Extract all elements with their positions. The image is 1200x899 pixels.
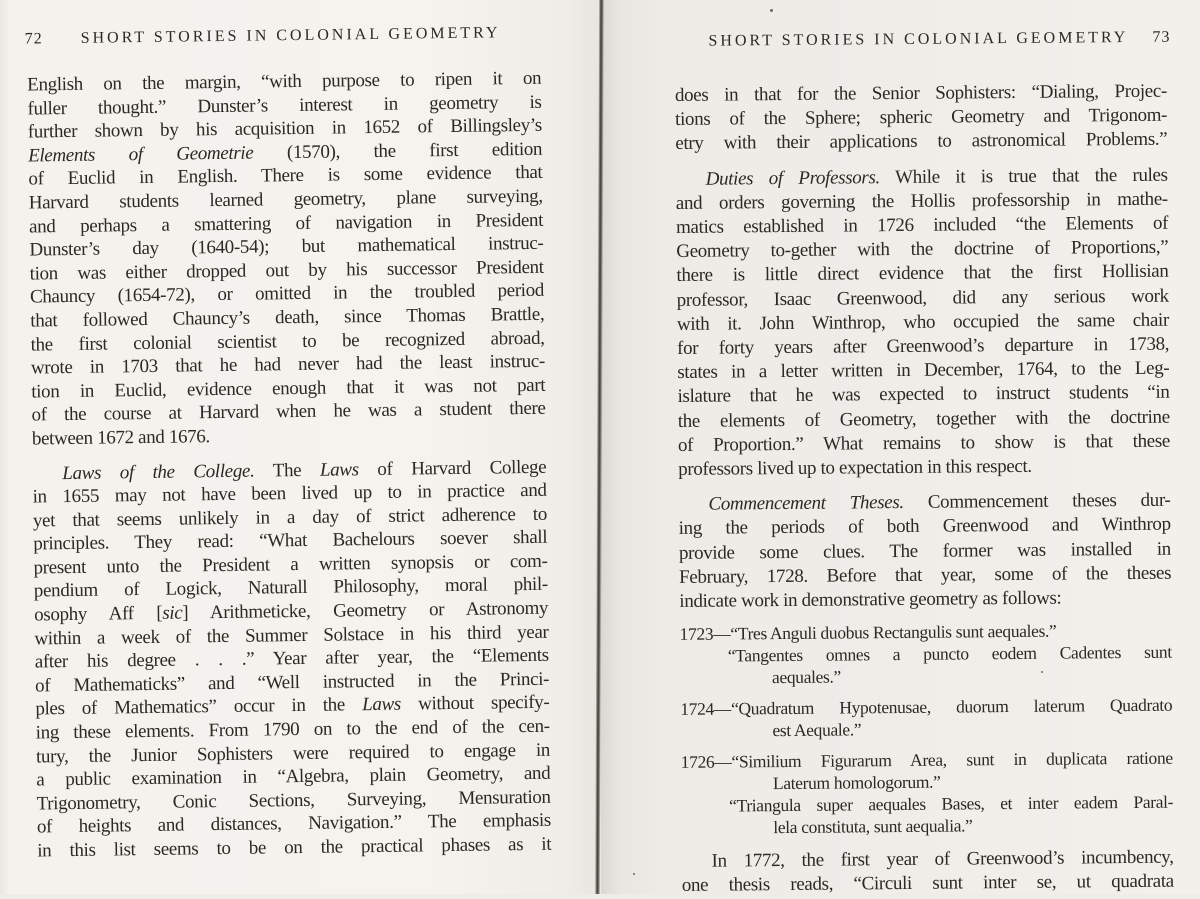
right-page-body bbox=[675, 80, 1174, 899]
text-line: Dunster’s day (1640-54); but mathematical instruc- bbox=[29, 232, 544, 261]
text-line: “Triangula super aequales Bases, et inter eadem Paral- bbox=[729, 791, 1174, 816]
left-page bbox=[0, 0, 598, 894]
text-line: islature that he was expected to instruct students “in bbox=[677, 382, 1170, 408]
paragraph bbox=[27, 67, 546, 451]
text-line: 1724—“Quadratum Hypotenusae, duorum laterum Quadrato bbox=[680, 694, 1173, 720]
text-line: a public examination in “Algebra, plain Geometry, and bbox=[36, 762, 551, 791]
text-line: between 1672 and 1676. bbox=[31, 426, 211, 450]
text-line: provide some clues. The former was installed in bbox=[678, 538, 1171, 564]
text-line: in this list seems to be on the practical phases as it bbox=[37, 833, 552, 862]
text-line: February, 1728. Before that year, some of the theses bbox=[679, 562, 1172, 588]
text-line: with it. John Winthrop, who occupied the same chair bbox=[676, 309, 1169, 335]
text-line: ples of Mathematics” occur in the Laws without specify- bbox=[35, 692, 550, 720]
text-line: tion in Euclid, evidence enough that it was not part bbox=[31, 374, 546, 403]
paragraph bbox=[32, 455, 551, 863]
text-line: and orders governing the Hollis professorship in mathe- bbox=[675, 188, 1168, 214]
paragraph bbox=[682, 846, 1174, 899]
thesis-entry bbox=[680, 619, 1173, 689]
text-line: states in a letter written in December, 1764, to the Leg- bbox=[677, 357, 1170, 384]
text-line: tions of the Sphere; spheric Geometry and Trigonom- bbox=[675, 104, 1168, 131]
text-line: lela constituta, sunt aequalia.” bbox=[773, 815, 973, 838]
text-line: est Aequale.” bbox=[772, 719, 862, 741]
text-line: wrote in 1703 that he had never had the least instruc- bbox=[30, 350, 546, 379]
text-line: of heights and distances, Navigation.” The emphasis bbox=[36, 810, 552, 838]
text-line: aequales.” bbox=[771, 666, 841, 688]
text-line: In 1772, the first year of Greenwood’s incumbency, bbox=[711, 846, 1174, 872]
text-line: the first colonial scientist to be recognized abroad, bbox=[30, 327, 545, 356]
text-line: ing the periods of both Greenwood and Winthrop bbox=[678, 514, 1171, 540]
dust-speck bbox=[1041, 671, 1043, 673]
text-line: there is little direct evidence that the first Hollisian bbox=[676, 261, 1169, 287]
text-line: Geometry to-gether with the doctrine of Proportions,” bbox=[676, 236, 1169, 263]
text-line: for forty years after Greenwood’s departure in 1738, bbox=[677, 333, 1170, 359]
text-line: after his degree . . .” Year after year, the “Elements bbox=[34, 644, 549, 673]
text-line: Commencement Theses. Commencement theses dur- bbox=[708, 489, 1171, 515]
text-line: professors lived up to expectation in this respect. bbox=[678, 455, 1032, 480]
text-line: pendium of Logick, Naturall Philosophy, moral phil- bbox=[33, 574, 548, 602]
left-running-title: SHORT STORIES IN COLONIAL GEOMETRY bbox=[80, 24, 501, 47]
text-line: present unto the President a written synopsis or com- bbox=[33, 550, 548, 579]
text-line: “Tangentes omnes a puncto eodem Cadentes sunt bbox=[727, 641, 1172, 666]
text-line: indicate work in demonstrative geometry as follows: bbox=[679, 587, 1062, 612]
text-line: tury, the Junior Sophisters were required to engage in bbox=[35, 739, 551, 768]
right-page-header bbox=[674, 29, 1170, 51]
paragraph bbox=[675, 80, 1168, 157]
text-line: Elements of Geometrie (1570), the first edition bbox=[28, 138, 543, 167]
text-line: professor, Isaac Greenwood, did any serious work bbox=[676, 285, 1169, 311]
text-line: further shown by his acquisition in 1652 of Billingsley’s bbox=[27, 114, 542, 143]
text-line: within a week of the Summer Solstace in his third year bbox=[34, 621, 549, 650]
text-line: tion was either dropped out by his successor President bbox=[29, 256, 544, 285]
text-line: fuller thought.” Dunster’s interest in geometry is bbox=[27, 91, 542, 120]
paragraph bbox=[676, 163, 1171, 482]
text-line: the elements of Geometry, together with the doctrine bbox=[677, 406, 1170, 432]
text-line: in 1655 may not have been lived up to in practice and bbox=[32, 479, 547, 508]
text-line: 1723—“Tres Anguli duobus Rectangulis sunt aequales.” bbox=[679, 620, 1057, 645]
text-line: Duties of Professors. While it is true that the rules bbox=[705, 164, 1168, 190]
text-line: Laws of the College. The Laws of Harvard College bbox=[62, 456, 547, 484]
right-running-title: SHORT STORIES IN COLONIAL GEOMETRY bbox=[708, 28, 1129, 50]
text-line: Laterum homologorum.” bbox=[772, 771, 941, 794]
right-page-number: 73 bbox=[1152, 28, 1171, 46]
thesis-entry bbox=[681, 747, 1174, 839]
text-line: that followed Chauncy’s death, since Thomas Brattle, bbox=[30, 303, 545, 332]
dust-speck bbox=[770, 9, 773, 12]
text-line: ing these elements. From 1790 on to the end of the cen- bbox=[35, 715, 550, 744]
text-line: of Euclid in English. There is some evidence that bbox=[28, 162, 543, 190]
text-line: 1726—“Similium Figurarum Area, sunt in duplicata ratione bbox=[680, 747, 1173, 773]
text-line: Harvard students learned geometry, plane surveying, bbox=[28, 185, 543, 214]
text-line: of Proportion.” What remains to show is that these bbox=[677, 430, 1171, 456]
left-page-body bbox=[27, 67, 551, 863]
text-line: osophy Aff [sic] Arithmeticke, Geometry or Astronomy bbox=[34, 597, 549, 626]
paragraph bbox=[678, 489, 1171, 614]
left-page-number: 72 bbox=[24, 30, 43, 48]
thesis-entry bbox=[680, 694, 1172, 742]
left-page-header bbox=[25, 24, 553, 49]
text-line: etry with their applications to astronomical Problems.” bbox=[675, 129, 1168, 155]
text-line: one thesis reads, “Circuli sunt inter se, ut quadrata bbox=[681, 871, 1174, 897]
text-line: of the course at Harvard when he was a student there bbox=[31, 398, 546, 426]
dust-speck bbox=[633, 873, 635, 875]
text-line: English on the margin, “with purpose to ripen it on bbox=[27, 67, 542, 96]
right-page-sheet bbox=[597, 0, 1200, 897]
right-page bbox=[601, 0, 1200, 897]
text-line: does in that for the Senior Sophisters: “Dialing, Projec- bbox=[674, 80, 1167, 106]
text-line: matics established in 1726 included “the Elements of bbox=[675, 212, 1169, 238]
text-line: and perhaps a smattering of navigation in President bbox=[28, 209, 544, 238]
text-line: principles. They read: “What Bachelours soever shall bbox=[33, 527, 548, 555]
text-line: Trigonometry, Conic Sections, Surveying, Mensuration bbox=[36, 786, 551, 815]
text-line: of Mathematicks” and “Well instructed in the Princi- bbox=[34, 668, 550, 697]
text-line: Chauncy (1654-72), or omitted in the troubled period bbox=[29, 280, 545, 308]
text-line: yet that seems unlikely in a day of strict adherence to bbox=[32, 503, 548, 532]
